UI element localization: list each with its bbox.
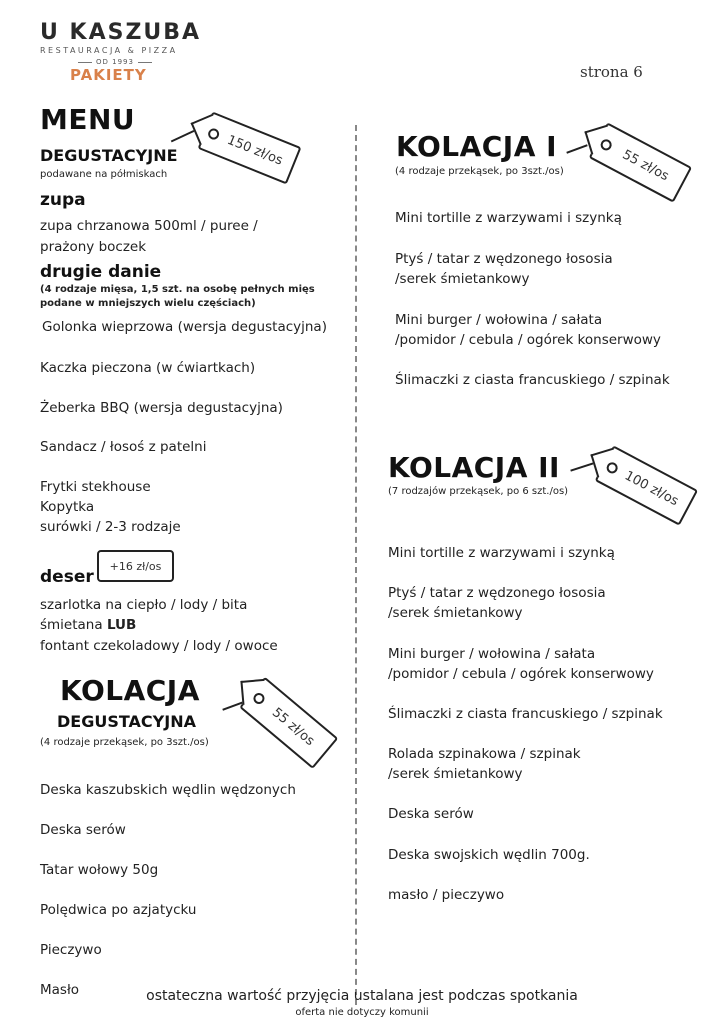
footer-subnote: oferta nie dotyczy komunii	[295, 1007, 429, 1018]
kolacja1-title: KOLACJA I	[396, 130, 558, 163]
kolacja2-item: /serek śmietankowy	[388, 766, 523, 782]
kolacja2-item: Deska swojskich wędlin 700g.	[388, 847, 590, 863]
dessert-price: +16 zł/os	[109, 559, 162, 573]
kolacja-deg-item: Tatar wołowy 50g	[40, 862, 159, 878]
kolacja-deg-note: (4 rodzaje przekąsek, po 3szt./os)	[40, 737, 209, 748]
soup-heading: zupa	[40, 190, 86, 210]
kolacja1-item: Mini burger / wołowina / sałata	[395, 312, 603, 328]
side-item: surówki / 2-3 rodzaje	[40, 519, 181, 535]
side-item: Frytki stekhouse	[40, 479, 151, 495]
soup-line: zupa chrzanowa 500ml / puree /	[40, 218, 258, 234]
price-tag-text: 150 zł/os	[225, 132, 286, 169]
main-heading: drugie danie	[40, 262, 162, 282]
tag-string	[570, 462, 593, 471]
main-item: Golonka wieprzowa (wersja degustacyjna)	[42, 319, 327, 335]
kolacja2-item: masło / pieczywo	[388, 887, 505, 903]
kolacja-deg-subtitle: DEGUSTACYJNA	[57, 712, 196, 731]
column-divider	[355, 125, 357, 1005]
kolacja1-item: Mini tortille z warzywami i szynką	[395, 210, 622, 226]
kolacja2-item: /pomidor / cebula / ogórek konserwowy	[388, 666, 654, 682]
kolacja1-item: Ślimaczki z ciasta francuskiego / szpinak	[395, 372, 670, 388]
main-item: Kaczka pieczona (w ćwiartkach)	[40, 360, 256, 376]
price-tag-menu	[198, 111, 302, 184]
dessert-line-text: śmietana	[40, 617, 107, 633]
kolacja-deg-item: Pieczywo	[40, 942, 102, 958]
main-note: (4 rodzaje mięsa, 1,5 szt. na osobę pełnych mięs	[40, 284, 315, 295]
kolacja1-note: (4 rodzaje przekąsek, po 3szt./os)	[395, 166, 564, 177]
menu-subtitle: DEGUSTACYJNE	[40, 146, 178, 165]
dessert-heading: deser	[40, 567, 94, 587]
menu-note: podawane na półmiskach	[40, 169, 168, 180]
kolacja1-item: Ptyś / tatar z wędzonego łososia	[395, 251, 613, 267]
kolacja-deg-item: Deska kaszubskich wędlin wędzonych	[40, 782, 296, 798]
kolacja2-item: Ptyś / tatar z wędzonego łososia	[388, 585, 606, 601]
kolacja-deg-item: Polędwica po azjatycku	[40, 902, 197, 918]
price-tag-text: 100 zł/os	[622, 467, 682, 509]
price-tag-dessert	[97, 550, 174, 582]
dessert-line: fontant czekoladowy / lody / owoce	[40, 638, 278, 654]
kolacja-deg-title: KOLACJA	[60, 674, 200, 707]
main-note: podane w mniejszych wielu częściach)	[40, 298, 256, 309]
footer-note: ostateczna wartość przyjęcia ustalana jest podczas spotkania	[146, 988, 578, 1004]
logo-since: OD 1993	[74, 58, 156, 66]
kolacja1-item: /serek śmietankowy	[395, 271, 530, 287]
dessert-line: szarlotka na ciepło / lody / bita	[40, 597, 248, 613]
kolacja-deg-item: Deska serów	[40, 822, 126, 838]
kolacja-deg-item: Masło	[40, 982, 80, 998]
kolacja2-item: Deska serów	[388, 806, 474, 822]
kolacja2-title: KOLACJA II	[388, 451, 560, 484]
price-tag-kolacja2	[595, 445, 699, 525]
menu-title: MENU	[40, 103, 136, 136]
tag-string	[566, 144, 587, 153]
kolacja2-item: Mini tortille z warzywami i szynką	[388, 545, 615, 561]
kolacja2-item: Mini burger / wołowina / sałata	[388, 646, 596, 662]
logo-name: U KASZUBA	[40, 20, 202, 45]
logo-pakiety: PAKIETY	[70, 66, 147, 84]
kolacja2-item: /serek śmietankowy	[388, 605, 523, 621]
soup-line: prażony boczek	[40, 239, 147, 255]
side-item: Kopytka	[40, 499, 95, 515]
dessert-line	[40, 615, 136, 635]
price-tag-kolacja-deg	[239, 677, 338, 769]
logo-subtitle: RESTAURACJA & PIZZA	[40, 46, 178, 55]
kolacja2-item: Ślimaczki z ciasta francuskiego / szpinak	[388, 706, 663, 722]
main-item: Żeberka BBQ (wersja degustacyjna)	[40, 400, 283, 416]
kolacja1-item: /pomidor / cebula / ogórek konserwowy	[395, 332, 661, 348]
price-tag-text: 55 zł/os	[269, 704, 318, 749]
page-number: strona 6	[580, 63, 643, 81]
price-tag-text: 55 zł/os	[619, 146, 672, 184]
tag-string	[171, 130, 195, 143]
dessert-or: LUB	[106, 617, 137, 633]
kolacja2-item: Rolada szpinakowa / szpinak	[388, 746, 581, 762]
main-item: Sandacz / łosoś z patelni	[40, 439, 207, 455]
price-tag-kolacja1	[589, 122, 693, 202]
kolacja2-note: (7 rodzajów przekąsek, po 6 szt./os)	[388, 486, 569, 497]
